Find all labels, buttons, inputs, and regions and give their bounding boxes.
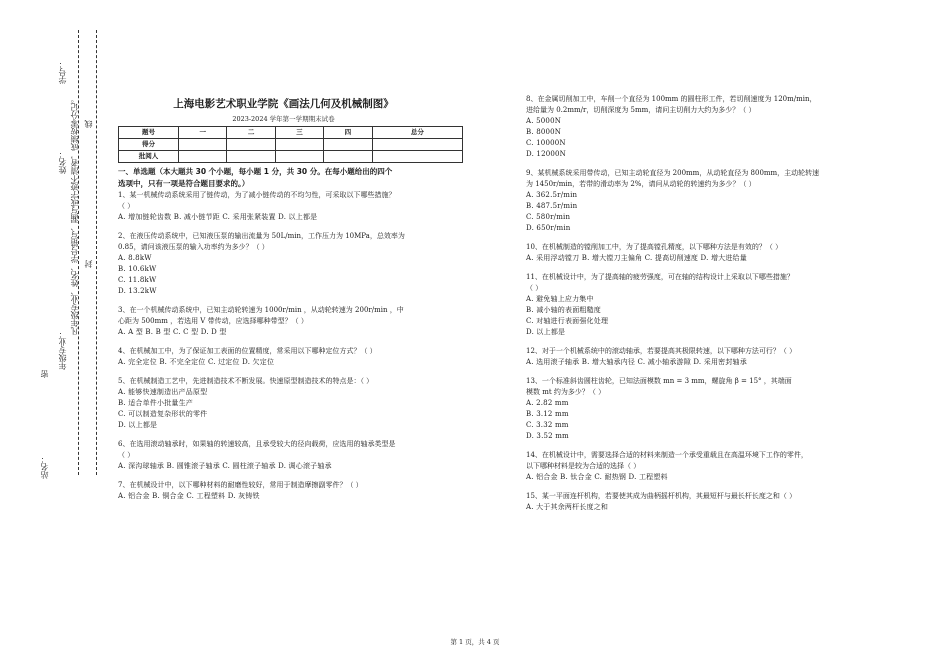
question-stem: 11、在机械设计中，为了提高轴的疲劳强度，可在轴的结构设计上采取以下哪些措施？ [526, 273, 794, 281]
question-stem-cont: 心距为 500mm ，若选用 V 带传动，应选择哪种带型？（ ） [118, 317, 308, 325]
right-question-list [526, 94, 866, 513]
answer-option[interactable]: B. 8000N [526, 128, 562, 136]
answer-option[interactable]: D. 13.2kW [118, 287, 157, 295]
answer-option[interactable]: A. 选用滚子轴承 B. 增大轴承内径 C. 减小轴承游隙 D. 采用密封轴承 [526, 358, 747, 366]
question-item [526, 491, 866, 513]
answer-option[interactable]: C. 10000N [526, 139, 566, 147]
score-header-cell: 四 [324, 127, 372, 139]
question-item [118, 480, 463, 502]
grader-row [119, 151, 463, 163]
question-item [526, 242, 866, 264]
left-column [118, 96, 463, 510]
exam-subtitle: 2023-2024 学年第一学期期末试卷 [232, 115, 335, 123]
answer-option[interactable]: B. 3.12 mm [526, 410, 569, 418]
question-item [118, 190, 463, 223]
question-stem: 15、某一平面连杆机构，若要使其成为曲柄摇杆机构，其最短杆与最长杆长度之和（ ） [526, 492, 797, 500]
left-question-list [118, 190, 463, 502]
question-item [526, 94, 866, 160]
line-mark: 线 [84, 120, 93, 128]
question-stem: 14、在机械设计中，需要选择合适的材料来制造一个承受重载且在高温环境下工作的零件， [526, 451, 808, 459]
question-stem: 10、在机械制造的镗削加工中，为了提高镗孔精度，以下哪种方法是有效的？（ ） [526, 243, 783, 251]
answer-option[interactable]: C. 3.32 mm [526, 421, 569, 429]
question-item [526, 376, 866, 442]
answer-option[interactable]: A. 8.8kW [118, 254, 152, 262]
question-stem-cont: （ ） [118, 451, 135, 459]
grader-cell[interactable] [227, 151, 275, 163]
name-label: 姓名： [58, 150, 67, 174]
answer-option[interactable]: D. 12000N [526, 150, 567, 158]
score-row-label: 得分 [119, 139, 179, 151]
station-label: 站名： [40, 455, 49, 479]
binding-notice: 凡年级专业、姓名、学号错写、漏写或字迹不清者，成绩按零分记。 [70, 95, 79, 335]
answer-option[interactable]: C. 580r/min [526, 213, 571, 221]
answer-option[interactable]: D. 3.52 mm [526, 432, 569, 440]
score-header-cell: 总分 [372, 127, 462, 139]
section-heading-line: 选项中，只有一项是符合题目要求的。） [118, 179, 250, 188]
question-item [526, 450, 866, 483]
question-item [526, 168, 866, 234]
answer-option[interactable]: A. 增加链轮齿数 B. 减小链节距 C. 采用张紧装置 D. 以上都是 [118, 213, 318, 221]
grader-row-label: 批阅人 [119, 151, 179, 163]
seal-mark-2: 封 [84, 260, 93, 268]
page-footer: 第 1 页，共 4 页 [450, 638, 500, 646]
answer-option[interactable]: A. 能够快速制造出产品原型 [118, 388, 208, 396]
answer-option[interactable]: A. 避免轴上应力集中 [526, 295, 594, 303]
answer-option[interactable]: A. 深沟球轴承 B. 圆锥滚子轴承 C. 圆柱滚子轴承 D. 调心滚子轴承 [118, 462, 332, 470]
score-header-cell: 一 [179, 127, 227, 139]
question-stem-cont: （ ） [526, 284, 543, 292]
question-stem: 4、在机械加工中，为了保证加工表面的位置精度，常采用以下哪种定位方式？（ ） [118, 347, 377, 355]
question-item [118, 439, 463, 472]
answer-option[interactable]: D. 以上都是 [118, 421, 158, 429]
question-item [118, 305, 463, 338]
question-stem-cont: 0.85，请问该液压泵的输入功率约为多少？（ ） [118, 243, 269, 251]
question-stem: 12、对于一个机械系统中的滚动轴承，若要提高其极限转速，以下哪种方法可行？（ ） [526, 347, 797, 355]
question-stem-cont: 以下哪种材料是较为合适的选择（ ） [526, 462, 641, 470]
answer-option[interactable]: A. 铝合金 B. 钛合金 C. 耐热钢 D. 工程塑料 [526, 473, 668, 481]
answer-option[interactable]: D. 以上都是 [526, 328, 566, 336]
question-stem: 7、在机械设计中，以下哪种材料的耐磨性较好，常用于制造摩擦副零件？（ ） [118, 481, 363, 489]
section-heading-line: 一、单选题（本大题共 30 个小题，每小题 1 分，共 30 分。在每小题给出的四个 [118, 167, 393, 176]
score-cell[interactable] [372, 139, 462, 151]
question-stem: 2、在液压传动系统中，已知液压泵的输出流量为 50L/min，工作压力为 10MPa，总效率为 [118, 232, 405, 240]
answer-option[interactable]: A. 大于其余两杆长度之和 [526, 503, 609, 511]
question-stem: 13、一个标准斜齿圆柱齿轮，已知法面模数 mn = 3 mm，螺旋角 β = 15° ，其端面 [526, 377, 792, 385]
question-stem: 3、在一个机械传动系统中，已知主动轮转速为 1000r/min ，从动轮转速为 200r/min ，中 [118, 306, 404, 314]
seal-dashed-line-outer [96, 30, 97, 475]
question-stem: 5、在机械制造工艺中，先进制造技术不断发展。快速原型制造技术的特点是：（ ） [118, 377, 374, 385]
score-cell[interactable] [324, 139, 372, 151]
grader-cell[interactable] [275, 151, 323, 163]
score-row [119, 139, 463, 151]
answer-option[interactable]: A. 5000N [526, 117, 562, 125]
score-header-cell: 题号 [119, 127, 179, 139]
binding-margin [0, 0, 110, 672]
right-column [526, 94, 866, 521]
question-stem: 9、某机械系统采用带传动，已知主动轮直径为 200mm，从动轮直径为 800mm，主动轮转速 [526, 169, 820, 177]
section-heading [118, 166, 463, 190]
question-stem: 8、在金属切削加工中，车削一个直径为 100mm 的圆柱形工件，若切削速度为 120m/min， [526, 95, 817, 103]
answer-option[interactable]: B. 487.5r/min [526, 202, 578, 210]
score-header-cell: 三 [275, 127, 323, 139]
grader-cell[interactable] [324, 151, 372, 163]
answer-option[interactable]: A. 铝合金 B. 铜合金 C. 工程塑料 D. 灰铸铁 [118, 492, 260, 500]
answer-option[interactable]: D. 650r/min [526, 224, 571, 232]
score-cell[interactable] [227, 139, 275, 151]
grader-cell[interactable] [179, 151, 227, 163]
question-stem-cont: 进给量为 0.2mm/r，切削深度为 5mm，请问主切削力大约为多少？（ ） [526, 106, 756, 114]
seal-mark: 密 [40, 370, 49, 378]
score-header-cell: 二 [227, 127, 275, 139]
answer-option[interactable]: B. 适合单件小批量生产 [118, 399, 193, 407]
question-item [526, 346, 866, 368]
answer-option[interactable]: B. 10.6kW [118, 265, 157, 273]
question-item [526, 272, 866, 338]
score-table-header [119, 127, 463, 139]
answer-option[interactable]: C. 11.8kW [118, 276, 157, 284]
question-stem: 6、在选用滚动轴承时，如果轴的转速较高，且承受较大的径向载荷，应选用的轴承类型是 [118, 440, 396, 448]
question-item [118, 346, 463, 368]
grade-major-label: 年级专业： [58, 330, 67, 370]
score-table [118, 126, 463, 163]
answer-option[interactable]: A. 362.5r/min [526, 191, 578, 199]
grader-cell[interactable] [372, 151, 462, 163]
answer-option[interactable]: A. 2.82 mm [526, 399, 569, 407]
answer-option[interactable]: A. A 型 B. B 型 C. C 型 D. D 型 [118, 328, 227, 336]
answer-option[interactable]: A. 采用浮动镗刀 B. 增大镗刀主偏角 C. 提高切削速度 D. 增大进给量 [526, 254, 747, 262]
question-item [118, 376, 463, 431]
score-cell[interactable] [275, 139, 323, 151]
answer-option[interactable]: C. 可以制造复杂形状的零件 [118, 410, 208, 418]
student-id-label: 学号： [58, 60, 67, 84]
question-stem-cont: 为 1450r/min，若带的滑动率为 2%，请问从动轮的转速约为多少？（ ） [526, 180, 756, 188]
question-stem-cont: （ ） [118, 202, 135, 210]
answer-option[interactable]: C. 对轴进行表面强化处理 [526, 317, 609, 325]
score-cell[interactable] [179, 139, 227, 151]
answer-option[interactable]: A. 完全定位 B. 不完全定位 C. 过定位 D. 欠定位 [118, 358, 275, 366]
exam-title: 上海电影艺术职业学院《画法几何及机械制图》 [173, 98, 394, 110]
question-stem-cont: 模数 mt 约为多少？（ ） [526, 388, 606, 396]
answer-option[interactable]: B. 减小轴的表面粗糙度 [526, 306, 601, 314]
question-stem: 1、某一机械传动系统采用了链传动，为了减小链传动的不均匀性，可采取以下哪些措施？ [118, 191, 396, 199]
question-item [118, 231, 463, 297]
